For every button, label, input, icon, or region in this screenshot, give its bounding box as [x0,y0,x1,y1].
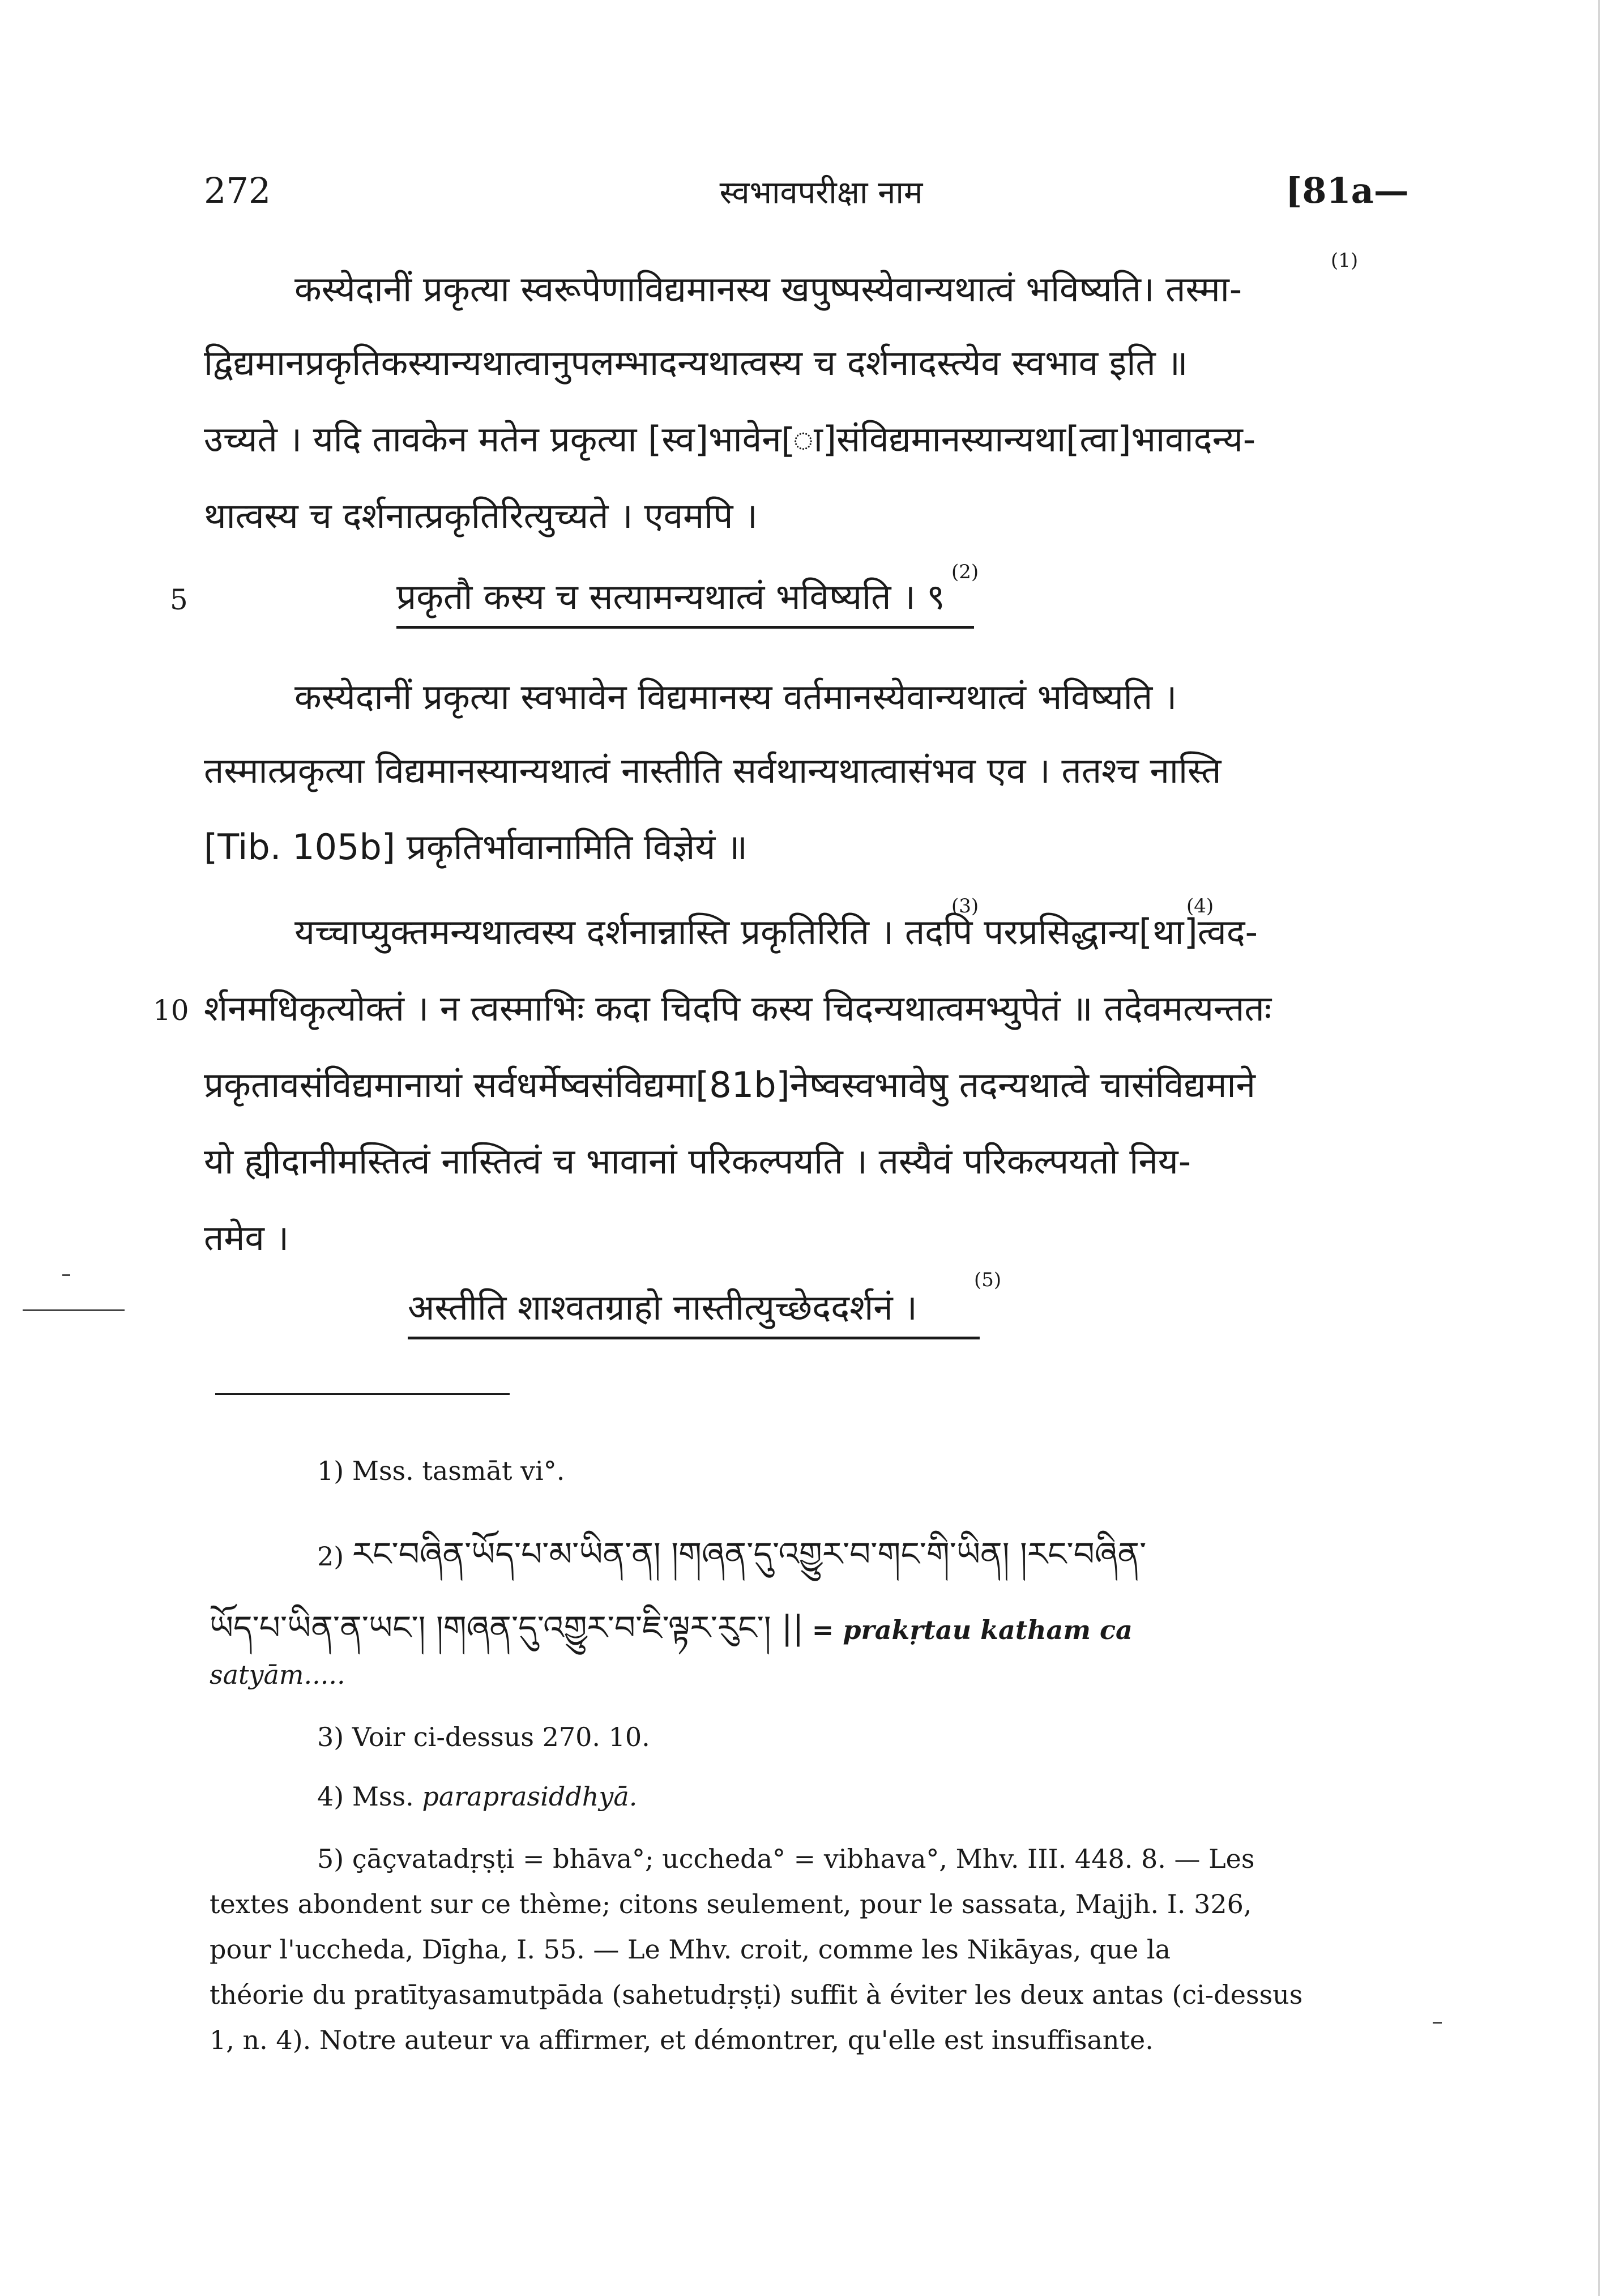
scan-mark-dash [62,1274,70,1276]
text-line-1: कस्येदानीं प्रकृत्या स्वरूपेणाविद्यमानस्य खपुष्पस्येवान्यथात्वं भविष्यति। तस्मा- [294,268,1242,310]
text-line-10: प्रकृतावसंविद्यमानायां सर्वधर्मेष्वसंविद्यमा[81b]नेष्वस्वभावेषु तदन्यथात्वे चासंविद्यमाने [204,1064,1255,1106]
footnote-2-number: 2) [317,1541,344,1572]
page-number: 272 [204,170,271,211]
footnote-2-equivalent: = prakṛtau katham ca [812,1615,1133,1645]
page-edge-line [1598,0,1600,2296]
line-number-10: 10 [153,994,189,1027]
footnote-4-label: 4) Mss. [317,1781,414,1812]
footnote-3: 3) Voir ci-dessus 270. 10. [317,1722,650,1752]
footnote-1 [317,1456,565,1486]
footnote-1-text: Mss. tasmāt vi°. [352,1456,565,1486]
line-number-5: 5 [170,583,188,616]
footnote-4 [317,1781,637,1812]
footnote-5-line-3: pour l'uccheda, Dīgha, I. 55. — Le Mhv. croit, comme les Nikāyas, que la [210,1934,1171,1965]
text-line-7: [Tib. 105b] प्रकृतिर्भावानामिति विज्ञेयं ॥ [204,826,748,868]
text-line-4: थात्वस्य च दर्शनात्प्रकृतिरित्युच्यते । एवमपि । [204,495,758,536]
note-ref-5: (5) [974,1269,1002,1291]
scan-mark-left [23,1309,125,1311]
footnote-5-line-2: textes abondent sur ce thème; citons seulement, pour le sassata, Majjh. I. 326, [210,1889,1252,1919]
footnote-5-line-4: théorie du pratītyasamutpāda (sahetudṛṣṭi) suffit à éviter les deux antas (ci-dessus [210,1979,1303,2010]
footnote-separator [215,1393,510,1395]
note-ref-3: (3) [951,895,979,917]
text-line-2: द्विद्यमानप्रकृतिकस्यान्यथात्वानुपलम्भादन्यथात्वस्य च दर्शनादस्त्येव स्वभाव इति ॥ [204,342,1188,383]
footnote-4-text: paraprasiddhyā. [422,1781,638,1812]
text-line-12: तमेव । [204,1217,289,1258]
text-line-3: उच्यते । यदि तावकेन मतेन प्रकृत्या [स्व]भावेन[ा]संविद्यमानस्यान्यथा[त्वा]भावादन्य- [204,419,1256,460]
footnote-5-line-1: 5) çāçvatadṛṣṭi = bhāva°; uccheda° = vibhava°, Mhv. III. 448. 8. — Les [317,1843,1255,1874]
note-ref-2: (2) [951,561,979,583]
footnote-1-number: 1) [317,1456,344,1486]
note-ref-1: (1) [1331,249,1359,272]
scan-mark-right [1433,2022,1442,2024]
text-line-5: कस्येदानीं प्रकृत्या स्वभावेन विद्यमानस्य वर्तमानस्येवान्यथात्वं भविष्यति । [294,676,1177,718]
text-line-6: तस्मात्प्रकृत्या विद्यमानस्यान्यथात्वं नास्तीति सर्वथान्यथात्वासंभव एव । ततश्च नास्ति [204,750,1221,791]
running-title: स्वभावपरीक्षा नाम [719,174,923,211]
footnote-2-tibetan-b: ཡོད་པ་ཡིན་ན་ཡང་། །གཞན་དུ་འགྱུར་བ་ཇི་ལྟར་རུང་། || [210,1608,804,1647]
footnote-5-line-5: 1, n. 4). Notre auteur va affirmer, et démontrer, qu'elle est insuffisante. [210,2025,1154,2055]
text-line-11: यो ह्यीदानीमस्तित्वं नास्तित्वं च भावानां परिकल्पयति । तस्यैवं परिकल्पयतो निय- [204,1141,1191,1182]
footnote-2-line-3: satyām..... [210,1659,345,1690]
footnote-2-line-2 [210,1591,1133,1684]
text-line-9: र्शनमधिकृत्योक्तं । न त्वस्माभिः कदा चिदपि कस्य चिदन्यथात्वमभ्युपेतं ॥ तदेवमत्यन्ततः [204,988,1272,1029]
footnote-2-tibetan-a: རང་བཞིན་ཡོད་པ་མ་ཡིན་ན། །གཞན་དུ་འགྱུར་བ་གང་གི་ཡིན། །རང་བཞིན་ [352,1535,1147,1573]
folio-reference: [81a— [1285,170,1409,211]
note-ref-4: (4) [1186,895,1214,917]
verse-2: अस्तीति शाश्वतग्राहो नास्तीत्युच्छेददर्शनं । [408,1287,917,1328]
verse-1-underline [396,626,974,629]
verse-2-underline [408,1337,980,1339]
text-line-8: यच्चाप्युक्तमन्यथात्वस्य दर्शनान्नास्ति प्रकृतिरिति । तदपि परप्रसिद्धान्य[था]त्वद- [294,911,1258,953]
verse-1: प्रकृतौ कस्य च सत्यामन्यथात्वं भविष्यति । ९ [396,576,945,617]
